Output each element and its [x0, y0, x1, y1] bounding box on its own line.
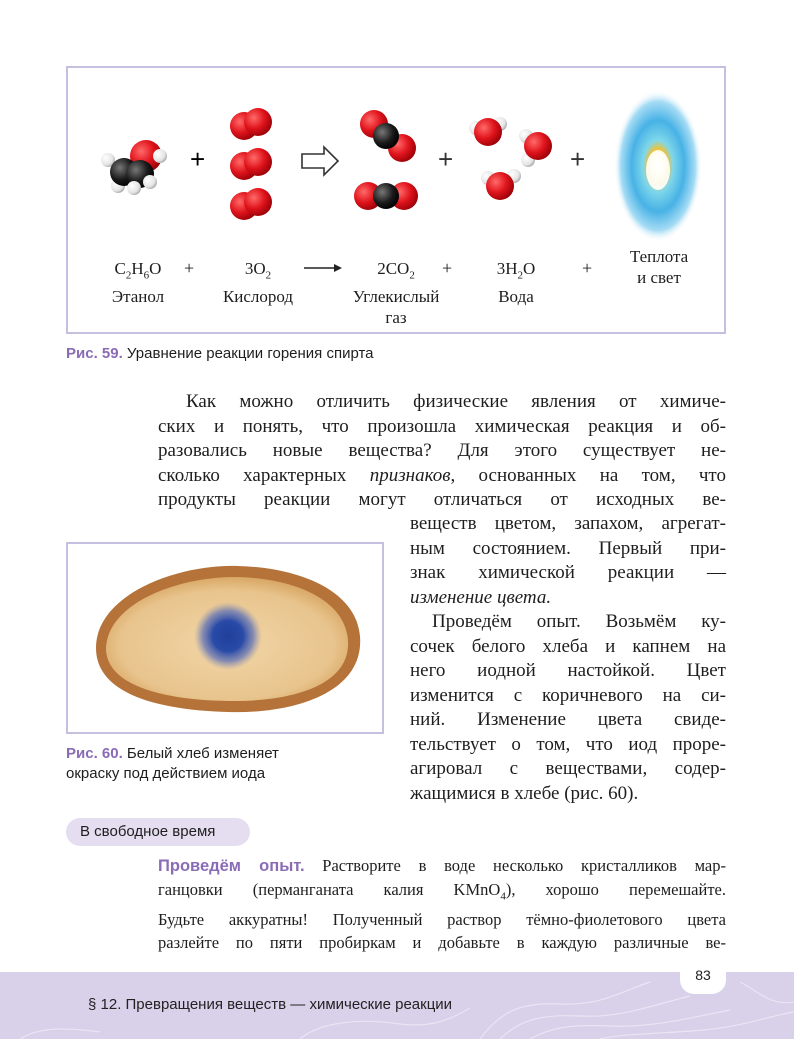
- plus-sign: +: [438, 144, 454, 174]
- equation-ethanol: [98, 258, 178, 307]
- body-line: знак химической реакции —: [410, 562, 726, 583]
- plus-sign: +: [190, 144, 206, 174]
- experiment-text: ганцовки (перманганата калия KMnO: [158, 880, 501, 899]
- reaction-arrow-icon: [302, 147, 338, 175]
- body-line: ний. Изменение цвета свиде-: [410, 709, 726, 730]
- figure-60-caption-line1: Белый хлеб изменяет: [122, 745, 279, 762]
- equation-heat-light: [614, 246, 704, 288]
- formula-ethanol: $C_2H_6O$: [114, 259, 162, 282]
- body-line: изменится с коричневого на си-: [410, 684, 726, 706]
- body-line: тельствует о том, что иод проре-: [410, 733, 726, 755]
- name-oxygen: Кислород: [222, 287, 294, 307]
- body-line: жащимися в хлебе (рис. 60).: [410, 782, 639, 804]
- flame-icon: [614, 90, 702, 242]
- body-line: Как можно отличить физические явления от химиче-: [186, 391, 726, 412]
- formula-oxygen: $3O_2$: [244, 259, 272, 282]
- body-line: агировал с веществами, содер-: [410, 758, 726, 779]
- body-line: Проведём опыт. Возьмём ку-: [432, 611, 726, 632]
- equation-plus: +: [184, 258, 195, 278]
- figure-59-caption-text: Уравнение реакции горения спирта: [122, 345, 374, 362]
- bread-slice-image: [68, 544, 382, 732]
- heat-line1: Теплота: [629, 247, 689, 266]
- carbon-dioxide-molecules-icon: [354, 110, 418, 210]
- body-line: сколько характерных признаков, основанных на том, что: [158, 464, 726, 486]
- equation-oxygen: [208, 258, 308, 307]
- body-line: ным состоянием. Первый при-: [410, 537, 726, 559]
- body-line: ских и понять, что произошла химическая реакция и об-: [158, 415, 726, 437]
- experiment-line: [158, 854, 726, 878]
- italic-term: изменение цвета.: [410, 586, 552, 608]
- experiment-box: [158, 854, 726, 954]
- heat-line2: и свет: [637, 268, 681, 287]
- body-line: [410, 586, 726, 611]
- body-paragraph-2: [410, 610, 726, 806]
- experiment-label: Проведём опыт.: [158, 857, 305, 875]
- experiment-text: Растворите в воде несколько кристалликов мар-: [304, 856, 726, 875]
- name-water: Вода: [498, 287, 534, 307]
- body-paragraph-1-narrow: [410, 512, 726, 610]
- italic-term: признаков: [369, 464, 451, 486]
- body-line: него иодной настойкой. Цвет: [410, 660, 726, 681]
- page-number: 83: [680, 960, 726, 994]
- body-line: веществ цветом, запахом, агрегат-: [410, 513, 726, 534]
- name-carbon-dioxide-line2: газ: [385, 308, 407, 328]
- free-time-badge: В свободное время: [66, 818, 250, 846]
- subscript: 4: [500, 890, 506, 903]
- name-carbon-dioxide-line1: Углекислый: [352, 287, 440, 307]
- iodine-spot: [194, 602, 262, 670]
- equation-water: [476, 258, 556, 307]
- body-line: разовались новые вещества? Для этого существует не-: [158, 440, 726, 461]
- figure-60-caption: [66, 744, 386, 784]
- experiment-line: разлейте по пяти пробиркам и добавьте в каждую различные ве-: [158, 933, 726, 953]
- body-line: сочек белого хлеба и капнем на: [410, 635, 726, 657]
- ethanol-molecule-icon: [101, 140, 167, 195]
- oxygen-molecules-icon: [230, 108, 272, 220]
- plus-sign: +: [570, 144, 586, 174]
- water-molecules-icon: [469, 117, 552, 200]
- body-line: продукты реакции могут отличаться от исходных ве-: [158, 489, 726, 510]
- formula-water: $3H_2O$: [496, 259, 536, 282]
- equation-plus: +: [442, 258, 453, 278]
- figure-59-label: Рис. 59.: [66, 345, 123, 362]
- figure-59-frame: [66, 66, 726, 334]
- experiment-line: Будьте аккуратны! Полученный раствор тёмно-фиолетового цвета: [158, 910, 726, 930]
- experiment-text: , хорошо перемешайте.: [511, 880, 726, 899]
- figure-60-caption-line2: окраску под действием иода: [66, 765, 266, 782]
- experiment-text: ): [505, 880, 512, 899]
- figure-60-frame: [66, 542, 384, 734]
- body-paragraph-1: [158, 390, 726, 513]
- experiment-line: [158, 878, 726, 908]
- figure-60-label: Рис. 60.: [66, 745, 123, 762]
- equation-plus: +: [582, 258, 593, 278]
- equation-carbon-dioxide: [336, 258, 456, 328]
- name-ethanol: Этанол: [111, 287, 165, 307]
- figure-59-caption: [66, 344, 374, 363]
- footer-section-title: § 12. Превращения веществ — химические реакции: [88, 996, 453, 1013]
- formula-carbon-dioxide: $2CO_2$: [377, 259, 415, 282]
